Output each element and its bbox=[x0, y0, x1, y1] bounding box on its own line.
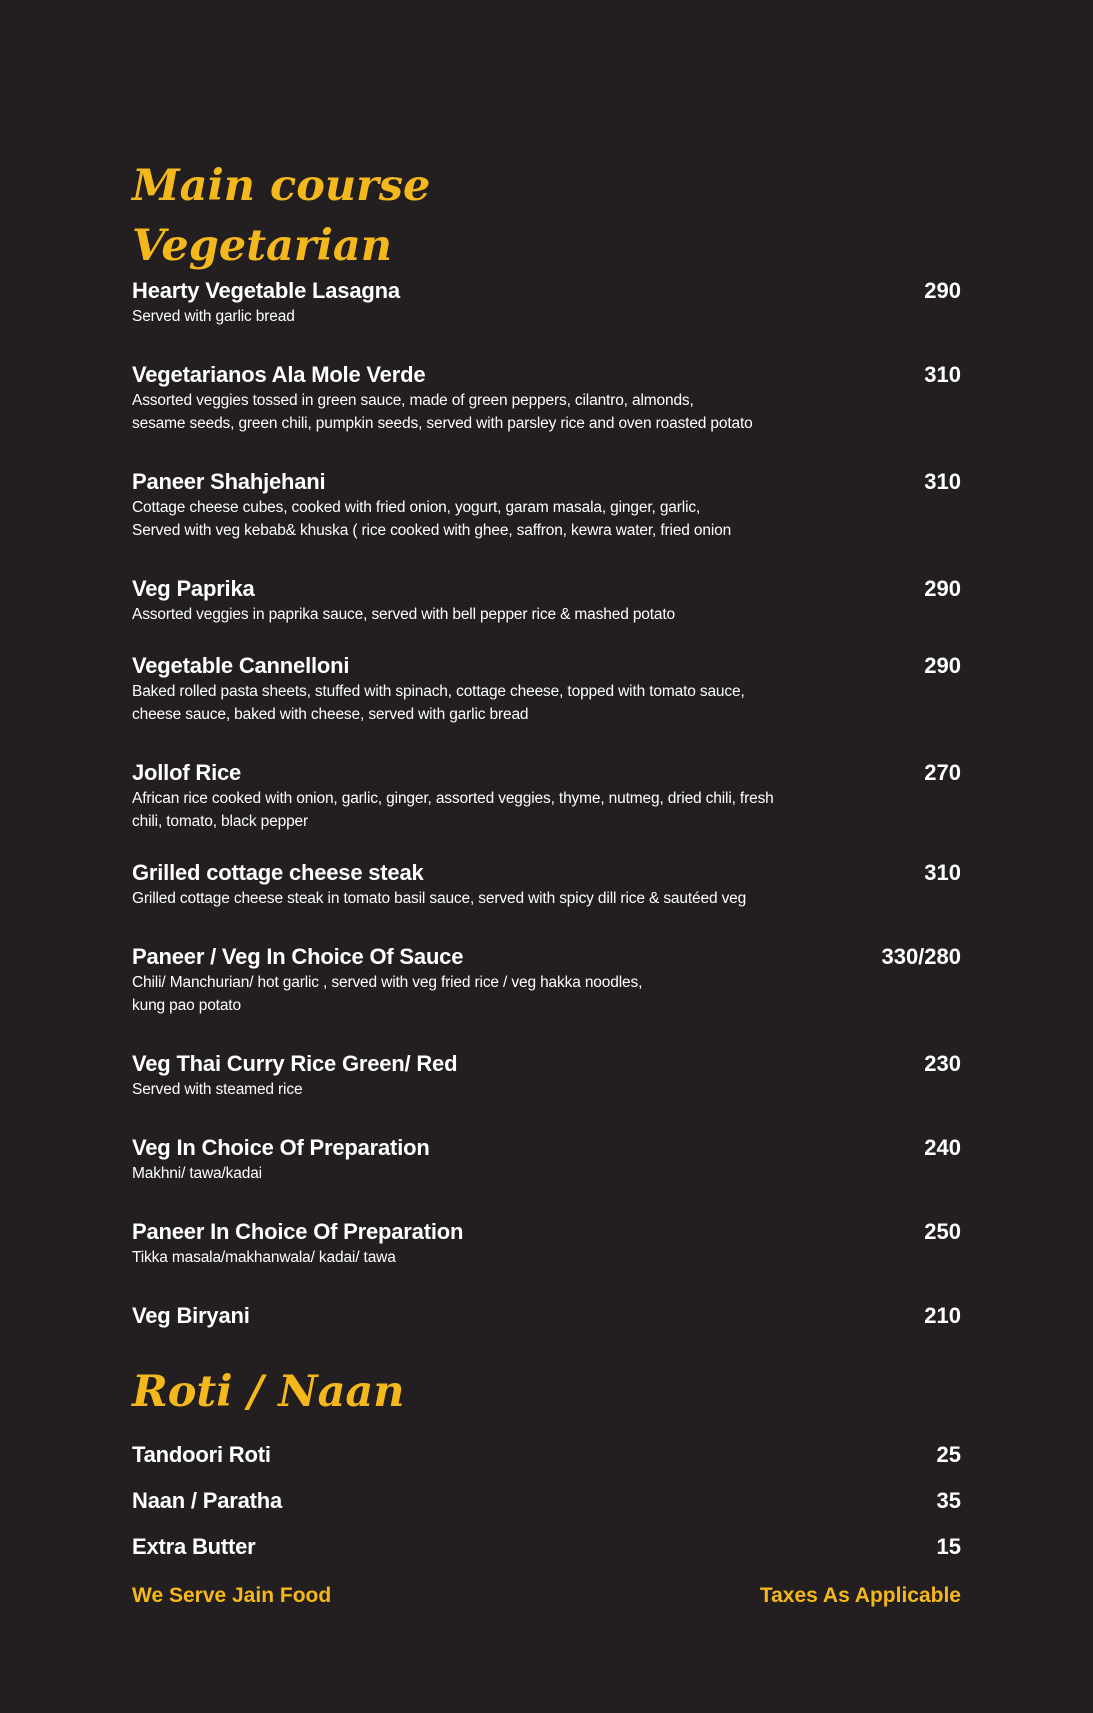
menu-item bbox=[132, 1533, 961, 1561]
item-price: 290 bbox=[924, 653, 961, 678]
item-price: 290 bbox=[924, 278, 961, 303]
menu-item bbox=[132, 1218, 961, 1269]
item-price: 25 bbox=[936, 1442, 961, 1467]
menu-item bbox=[132, 652, 961, 726]
menu-item bbox=[132, 759, 961, 833]
item-name: Paneer / Veg In Choice Of Sauce bbox=[132, 944, 464, 969]
item-name: Paneer Shahjehani bbox=[132, 469, 326, 494]
item-name: Extra Butter bbox=[132, 1534, 256, 1559]
item-name: Grilled cottage cheese steak bbox=[132, 860, 424, 885]
menu-item bbox=[132, 1050, 961, 1101]
jain-food-note: We Serve Jain Food bbox=[132, 1584, 332, 1607]
item-price: 290 bbox=[924, 576, 961, 601]
section-heading-vegetarian: Vegetarian bbox=[132, 221, 393, 271]
menu-item bbox=[132, 1134, 961, 1185]
item-description: Served with steamed rice bbox=[132, 1081, 303, 1098]
item-price: 230 bbox=[924, 1051, 961, 1076]
menu-item bbox=[132, 943, 961, 1017]
menu-item bbox=[132, 1441, 961, 1469]
item-name: Vegetarianos Ala Mole Verde bbox=[132, 362, 426, 387]
menu-item bbox=[132, 859, 961, 910]
taxes-note: Taxes As Applicable bbox=[759, 1584, 961, 1607]
item-name: Naan / Paratha bbox=[132, 1488, 283, 1513]
menu-item bbox=[132, 468, 961, 542]
menu-item bbox=[132, 1302, 961, 1330]
item-name: Veg Paprika bbox=[132, 576, 255, 601]
menu-item bbox=[132, 361, 961, 435]
item-price: 210 bbox=[924, 1303, 961, 1328]
item-name: Veg Thai Curry Rice Green/ Red bbox=[132, 1051, 458, 1076]
menu-footer bbox=[132, 1582, 961, 1610]
item-description: Chili/ Manchurian/ hot garlic , served with veg fried rice / veg hakka noodles, kung pao potato bbox=[132, 974, 643, 1014]
item-price: 310 bbox=[924, 469, 961, 494]
item-description: Makhni/ tawa/kadai bbox=[132, 1165, 262, 1182]
section-heading-roti-naan: Roti / Naan bbox=[132, 1367, 405, 1417]
item-name: Vegetable Cannelloni bbox=[132, 653, 350, 678]
item-price: 250 bbox=[924, 1219, 961, 1244]
item-description: Served with garlic bread bbox=[132, 308, 295, 325]
item-description: Assorted veggies in paprika sauce, served with bell pepper rice & mashed potato bbox=[132, 606, 676, 623]
item-description: Baked rolled pasta sheets, stuffed with spinach, cottage cheese, topped with tomato sauce, cheese sauce, baked with cheese, served with garlic bread bbox=[132, 683, 745, 723]
item-name: Tandoori Roti bbox=[132, 1442, 271, 1467]
menu-item bbox=[132, 575, 961, 626]
menu-item bbox=[132, 1487, 961, 1515]
item-description: Tikka masala/makhanwala/ kadai/ tawa bbox=[132, 1249, 396, 1266]
item-name: Jollof Rice bbox=[132, 760, 242, 785]
item-price: 35 bbox=[936, 1488, 961, 1513]
item-description: African rice cooked with onion, garlic, ginger, assorted veggies, thyme, nutmeg, dried chili, fresh chili, tomato, black pepper bbox=[132, 790, 774, 830]
item-description: Grilled cottage cheese steak in tomato basil sauce, served with spicy dill rice & sautéed veg bbox=[132, 890, 747, 907]
section-heading-main-course: Main course bbox=[132, 161, 431, 211]
item-name: Veg Biryani bbox=[132, 1303, 250, 1328]
item-price: 310 bbox=[924, 860, 961, 885]
item-price: 310 bbox=[924, 362, 961, 387]
item-name: Veg In Choice Of Preparation bbox=[132, 1135, 430, 1160]
item-name: Hearty Vegetable Lasagna bbox=[132, 278, 400, 303]
menu-item bbox=[132, 277, 961, 328]
item-price: 15 bbox=[936, 1534, 961, 1559]
item-description: Assorted veggies tossed in green sauce, made of green peppers, cilantro, almonds, sesame seeds, green chili, pumpkin seeds, served with parsley rice and oven roasted potato bbox=[132, 392, 753, 432]
item-name: Paneer In Choice Of Preparation bbox=[132, 1219, 464, 1244]
item-description: Cottage cheese cubes, cooked with fried onion, yogurt, garam masala, ginger, garlic, Served with veg kebab& khuska ( rice cooked with ghee, saffron, kewra water, fried onion bbox=[132, 499, 732, 539]
item-price: 240 bbox=[924, 1135, 961, 1160]
item-price: 270 bbox=[924, 760, 961, 785]
item-price: 330/280 bbox=[881, 944, 961, 969]
